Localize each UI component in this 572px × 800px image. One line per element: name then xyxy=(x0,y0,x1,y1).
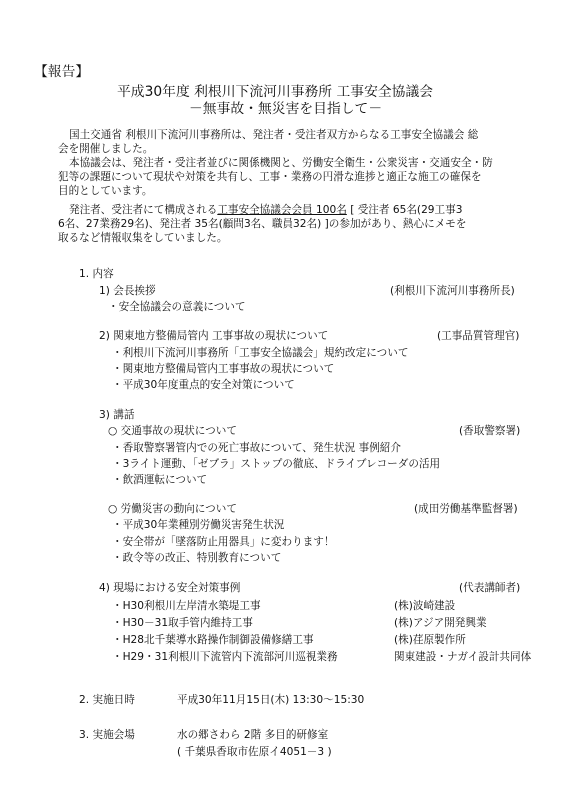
case-company: 関東建設・ナガイ設計共同体 xyxy=(394,651,532,663)
talk1-bullet: ・香取警察署管内での死亡事故について、発生状況 事例紹介 xyxy=(112,442,401,454)
venue-name: 水の郷さわら 2階 多目的研修室 xyxy=(177,729,329,741)
item4-label: 4) 現場における安全対策事例 xyxy=(99,582,241,594)
intro-p2-line3: 目的としています。 xyxy=(58,185,153,197)
talk1-title: ○ 交通事故の現状について xyxy=(108,425,237,437)
item2-speaker: (工事品質管理官) xyxy=(437,330,520,342)
section1-heading: 1. 内容 xyxy=(79,268,114,280)
event-datetime: 平成30年11月15日(木) 13:30～15:30 xyxy=(177,694,365,706)
section2-heading: 2. 実施日時 xyxy=(79,694,135,706)
talk2-bullet: ・平成30年業種別労働災害発生状況 xyxy=(112,519,285,531)
page-subtitle: －無事故・無災害を目指して－ xyxy=(189,101,383,117)
case-company: (株)アジア開発興業 xyxy=(394,617,487,629)
item3-label: 3) 講話 xyxy=(99,409,135,421)
case-company: (株)波崎建設 xyxy=(394,600,456,612)
item2-label: 2) 関東地方整備局管内 工事事故の現状について xyxy=(99,330,329,342)
report-tag: 【報告】 xyxy=(34,64,90,80)
talk1-bullet: ・3ライト運動、「ゼブラ」ストップの徹底、ドライブレコーダの活用 xyxy=(112,458,441,470)
talk2-bullet: ・政令等の改正、特別教育について xyxy=(112,552,282,564)
intro-p3-line1 xyxy=(69,202,462,217)
item4-speaker: (代表講師者) xyxy=(459,582,521,594)
item1-speaker: (利根川下流河川事務所長) xyxy=(390,285,515,297)
item2-bullet: ・関東地方整備局管内工事事故の現状について xyxy=(112,363,335,375)
talk2-title: ○ 労働災害の動向について xyxy=(108,503,237,515)
intro-p3-line3: 取るなど情報収集をしていました。 xyxy=(58,232,228,244)
talk2-bullet: ・安全帯が「墜落防止用器具」に変わります！ xyxy=(112,536,335,548)
talk1-speaker: (香取警察署) xyxy=(459,425,521,437)
intro-p3-line2: 6名、27業務29名)、発注者 35名(顧問3名、職員32名) ]の参加があり、熱心にメモを xyxy=(58,218,467,230)
intro-p3-pre: 発注者、受注者にて構成される xyxy=(69,204,218,216)
item2-bullet: ・利根川下流河川事務所「工事安全協議会」規約改定について xyxy=(112,347,409,359)
item2-bullet: ・平成30年度重点的安全対策について xyxy=(112,379,295,391)
case-project: ・H30利根川左岸清水築堤工事 xyxy=(112,600,261,612)
intro-p2-line2: 犯等の課題について現状や対策を共有し、工事・業務の円滑な進捗と適正な施工の確保を xyxy=(58,171,482,183)
case-company: (株)荏原製作所 xyxy=(394,634,466,646)
intro-p3-post: [ 受注者 65名(29工事3 xyxy=(346,204,463,216)
intro-p1-line2: 会を開催しました。 xyxy=(58,143,154,155)
talk1-bullet: ・飲酒運転について xyxy=(112,474,208,486)
page-title: 平成30年度 利根川下流河川事務所 工事安全協議会 xyxy=(117,84,434,100)
case-project: ・H29・31利根川下流管内下流部河川巡視業務 xyxy=(112,651,338,663)
case-project: ・H28北千葉導水路操作制御設備修繕工事 xyxy=(112,634,314,646)
item1-label: 1) 会長挨拶 xyxy=(99,285,156,297)
item1-bullet: ・安全協議会の意義について xyxy=(108,301,246,313)
intro-p3-member-count: 工事安全協議会会員 100名 xyxy=(217,204,347,216)
talk2-speaker: (成田労働基準監督署) xyxy=(414,503,518,515)
venue-address: ( 千葉県香取市佐原イ4051－3 ) xyxy=(177,746,332,758)
intro-p2-line1: 本協議会は、発注者・受注者並びに関係機関と、労働安全衛生・公衆災害・交通安全・防 xyxy=(69,157,493,169)
case-project: ・H30－31取手管内維持工事 xyxy=(112,617,253,629)
intro-p1-line1: 国土交通省 利根川下流河川事務所は、発注者・受注者双方からなる工事安全協議会 総 xyxy=(69,129,479,141)
section3-heading: 3. 実施会場 xyxy=(79,729,135,741)
